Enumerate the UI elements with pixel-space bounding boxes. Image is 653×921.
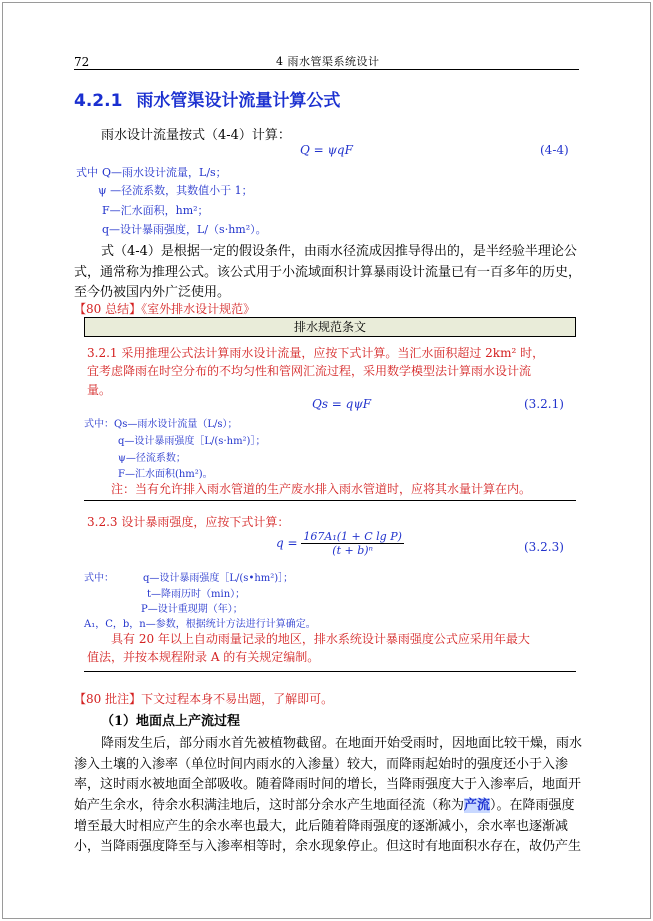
eq-3-2-3-lhs: q = xyxy=(276,536,298,550)
clause-321-line: 宜考虑降雨在时空分布的不均匀性和管网汇流过程，采用数学模型法计算雨水设计流 xyxy=(87,364,532,378)
eq-3-2-1-label: (3.2.1) xyxy=(524,397,564,411)
where-item: ψ —径流系数，其数值小于 1； xyxy=(98,184,253,197)
clause-321-line: 量。 xyxy=(87,383,112,397)
section-title xyxy=(74,86,340,111)
intro-text: 雨水设计流量按式（4-4）计算： xyxy=(101,128,291,143)
clause-321-note: 注：当有允许排入雨水管道的生产废水排入雨水管道时，应将其水量计算在内。 xyxy=(111,482,532,496)
comment-tag: 【80 批注】下文过程本身不易出题，了解即可。 xyxy=(74,692,334,706)
where-item: F—汇水面积，hm²； xyxy=(102,204,209,217)
clause-323-para: 具有 20 年以上自动雨量记录的地区，排水系统设计暴雨强度公式应采用年最大 xyxy=(111,632,530,646)
para1-line: 式（4-4）是根据一定的假设条件，由雨水径流成因推导得出的，是半经验半理论公 xyxy=(101,244,577,259)
eq-4-4: Q = ψqF xyxy=(300,143,353,157)
clause-323-where: q—设计暴雨强度［L/(s•hm²)］； xyxy=(143,573,294,584)
para2-line: 渗入土壤的入渗率（单位时间内雨水的入渗量）较大，而降雨起始时的强度还小于入渗 xyxy=(74,757,569,772)
where-item: q—设计暴雨强度，L/（s·hm²）。 xyxy=(102,223,267,236)
clause-323-where: 式中： xyxy=(84,573,114,584)
code-table-title: 排水规范条文 xyxy=(84,317,576,337)
eq-3-2-3-numerator: 167A₁(1 + C lg P) xyxy=(303,530,402,543)
para2-line xyxy=(74,794,575,813)
para2-line: 率，这时雨水被地面全部吸收。随着降雨时间的增长，当降雨强度大于入渗率后，地面开 xyxy=(74,777,582,792)
para2-line: 降雨发生后，部分雨水首先被植物截留。在地面开始受雨时，因地面比较干燥，雨水 xyxy=(101,736,583,751)
subsection-title: （1）地面点上产流过程 xyxy=(101,714,241,729)
eq-3-2-1: Qs = qψF xyxy=(312,397,372,411)
divider xyxy=(84,671,576,672)
para1-line: 式，通常称为推理公式。该公式用于小流域面积计算暴雨设计流量已有一百多年的历史， xyxy=(74,265,582,280)
para1-line: 至今仍被国内外广泛使用。 xyxy=(74,285,231,300)
term-highlight: 产流 xyxy=(464,798,491,813)
eq-3-2-3-fraction xyxy=(301,530,404,557)
para2-line: 小，当降雨强度降至与入渗率相等时，余水现象停止。但这时有地面积水存在，故仍产生 xyxy=(74,839,582,854)
para2-line: 增至最大时相应产生的余水率也最大，此后随着降雨强度的逐渐减小，余水率也逐渐减 xyxy=(74,819,569,834)
clause-323-where: P—设计重现期（年）； xyxy=(141,604,243,615)
clause-323-where: t—降雨历时（min）； xyxy=(147,589,246,600)
clause-321-where: ψ—径流系数； xyxy=(118,453,186,464)
clause-321-where: q—设计暴雨强度［L/(s·hm²)］； xyxy=(118,436,266,447)
eq-3-2-3-label: (3.2.3) xyxy=(524,540,564,554)
summary-tag: 【80 总结】《室外排水设计规范》 xyxy=(74,302,256,316)
eq-3-2-3-denominator: (t + b)ⁿ xyxy=(332,544,373,557)
clause-321-line: 3.2.1 采用推理公式法计算雨水设计流量，应按下式计算。当汇水面积超过 2km² 时， xyxy=(87,346,545,360)
eq-4-4-label: (4-4) xyxy=(540,143,569,157)
section-number: 4.2.1 xyxy=(74,91,123,111)
header-rule xyxy=(74,69,579,70)
eq-3-2-3 xyxy=(276,530,404,557)
where-prefix: 式中 xyxy=(76,166,98,179)
running-title: 4 雨水管渠系统设计 xyxy=(276,55,380,68)
section-title-text: 雨水管渠设计流量计算公式 xyxy=(136,91,341,111)
where-item: Q—雨水设计流量，L/s； xyxy=(102,166,227,179)
divider xyxy=(84,500,576,501)
clause-321-where: F—汇水面积(hm²)。 xyxy=(118,469,213,480)
para2-text: ）。在降雨强度 xyxy=(490,798,575,813)
clause-321-where: 式中：Qs—雨水设计流量（L/s）； xyxy=(84,419,238,430)
page-number: 72 xyxy=(74,55,90,69)
clause-323-para: 值法，并按本规程附录 A 的有关规定编制。 xyxy=(87,650,320,664)
para2-text: 始产生余水，待余水积满洼地后，这时部分余水产生地面径流（称为 xyxy=(74,798,465,813)
clause-323-where: A₁，C，b，n—参数，根据统计方法进行计算确定。 xyxy=(84,619,316,630)
clause-323-intro: 3.2.3 设计暴雨强度，应按下式计算： xyxy=(87,515,290,529)
